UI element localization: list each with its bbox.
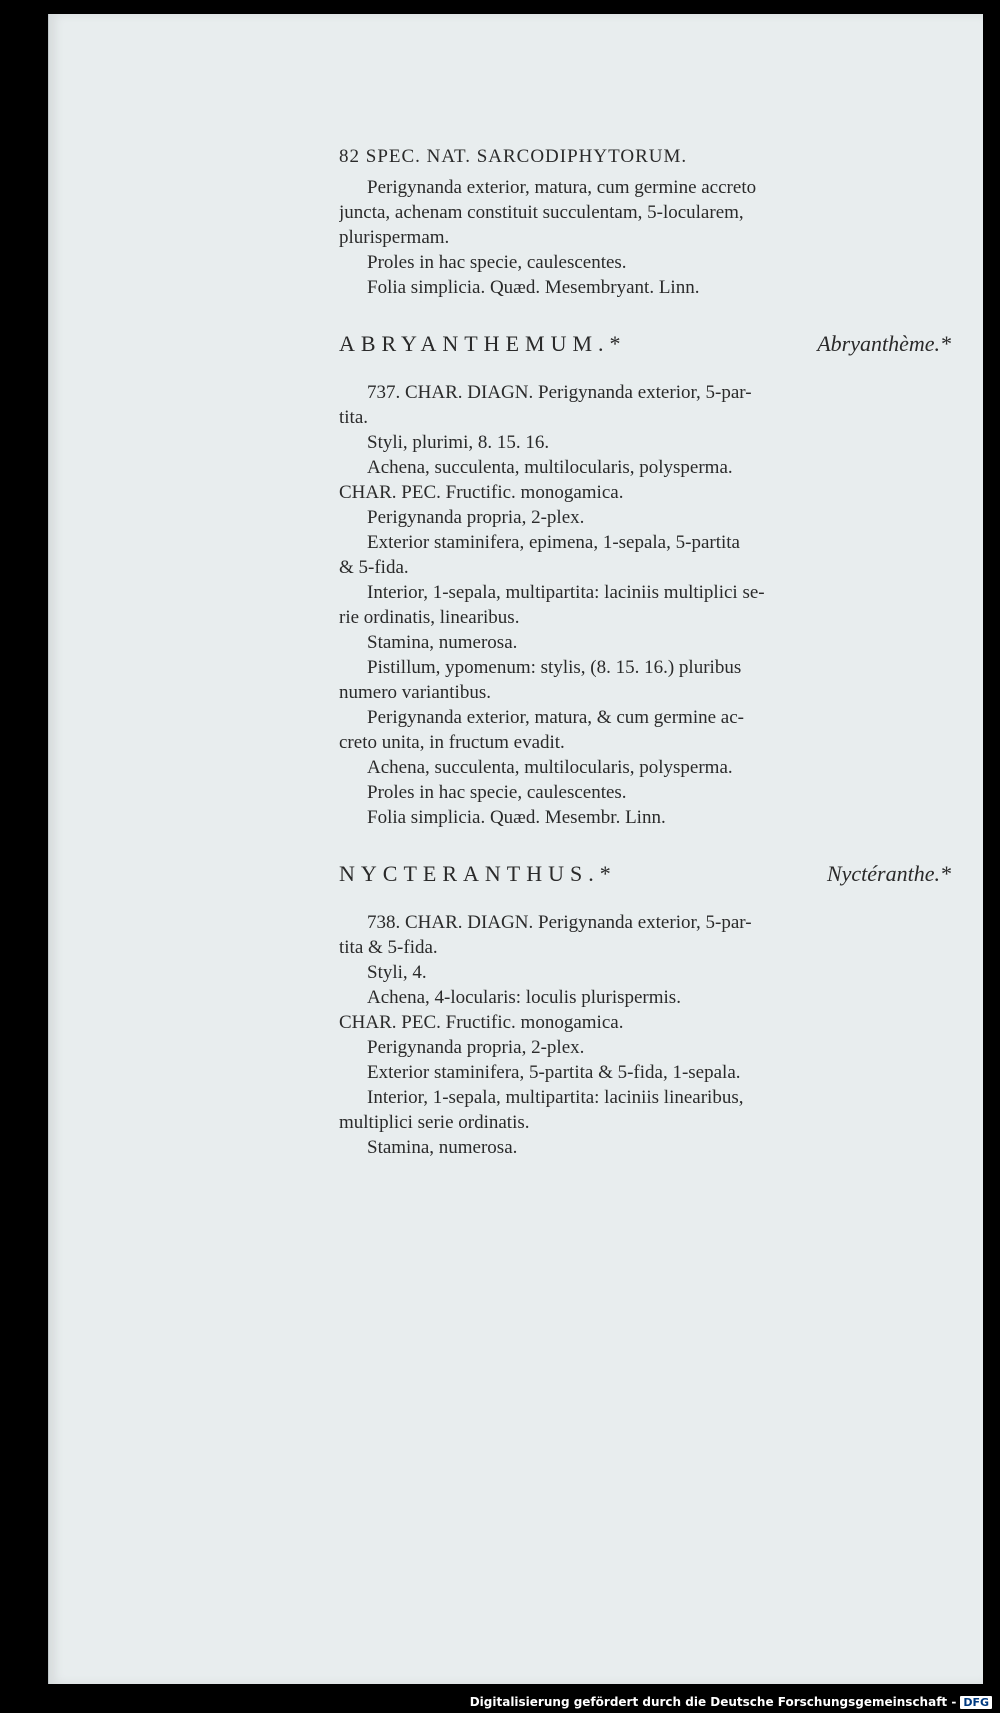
text-line: Achena, succulenta, multilocularis, polysperma. [367, 757, 733, 778]
genus-name: ABRYANTHEMUM.* [339, 331, 627, 356]
text-line: tita & 5-fida. [339, 937, 438, 958]
text-line: creto unita, in fructum evadit. [339, 732, 565, 753]
text-line: 737. CHAR. DIAGN. Perigynanda exterior, 5-par- [367, 382, 752, 403]
text-line: Exterior staminifera, 5-partita & 5-fida, 1-sepala. [367, 1062, 741, 1083]
text-line: Achena, 4-locularis: loculis plurispermis. [367, 987, 681, 1008]
genus-heading-nycteranthus [339, 852, 969, 896]
text-block-intro [339, 175, 969, 300]
footer-text: Digitalisierung gefördert durch die Deutsche Forschungsgemeinschaft - [469, 1695, 957, 1709]
text-line: numero variantibus. [339, 682, 491, 703]
dfg-logo: DFG [960, 1696, 992, 1709]
genus-french-name: Abryanthème.* [817, 331, 951, 356]
text-line: Proles in hac specie, caulescentes. [367, 782, 627, 803]
text-line: Achena, succulenta, multilocularis, polysperma. [367, 457, 733, 478]
text-line: rie ordinatis, linearibus. [339, 607, 520, 628]
text-line: Perigynanda propria, 2-plex. [367, 1037, 585, 1058]
text-line: Stamina, numerosa. [367, 632, 518, 653]
text-line: & 5-fida. [339, 557, 409, 578]
text-line: plurispermam. [339, 227, 450, 248]
running-header: 82 SPEC. NAT. SARCODIPHYTORUM. [339, 146, 688, 167]
text-block-737 [339, 380, 969, 830]
text-line: Styli, plurimi, 8. 15. 16. [367, 432, 550, 453]
text-line: 738. CHAR. DIAGN. Perigynanda exterior, 5-par- [367, 912, 752, 933]
text-line: Interior, 1-sepala, multipartita: laciniis multiplici se- [367, 582, 765, 603]
text-line: Perigynanda exterior, matura, & cum germine ac- [367, 707, 744, 728]
text-line: tita. [339, 407, 369, 428]
text-line: Proles in hac specie, caulescentes. [367, 252, 627, 273]
text-line: Styli, 4. [367, 962, 427, 983]
text-line: Perigynanda exterior, matura, cum germine accreto [367, 177, 757, 198]
book-page [48, 14, 983, 1684]
text-line: Interior, 1-sepala, multipartita: laciniis linearibus, [367, 1087, 744, 1108]
text-line: juncta, achenam constituit succulentam, 5-locularem, [339, 202, 744, 223]
text-block-738 [339, 910, 969, 1160]
text-line: Perigynanda propria, 2-plex. [367, 507, 585, 528]
text-line: Pistillum, ypomenum: stylis, (8. 15. 16.) pluribus [367, 657, 742, 678]
genus-french-name: Nyctéranthe.* [826, 861, 951, 886]
text-line: CHAR. PEC. Fructific. monogamica. [339, 1012, 624, 1033]
genus-heading-abryanthemum [339, 322, 969, 366]
footer-credit [470, 1695, 992, 1709]
page-text [339, 144, 969, 1160]
text-line: CHAR. PEC. Fructific. monogamica. [339, 482, 624, 503]
text-line: multiplici serie ordinatis. [339, 1112, 530, 1133]
text-line: Stamina, numerosa. [367, 1137, 518, 1158]
text-line: Exterior staminifera, epimena, 1-sepala, 5-partita [367, 532, 740, 553]
text-line: Folia simplicia. Quæd. Mesembryant. Linn. [367, 277, 700, 298]
genus-name: NYCTERANTHUS.* [339, 861, 617, 886]
text-line: Folia simplicia. Quæd. Mesembr. Linn. [367, 807, 666, 828]
